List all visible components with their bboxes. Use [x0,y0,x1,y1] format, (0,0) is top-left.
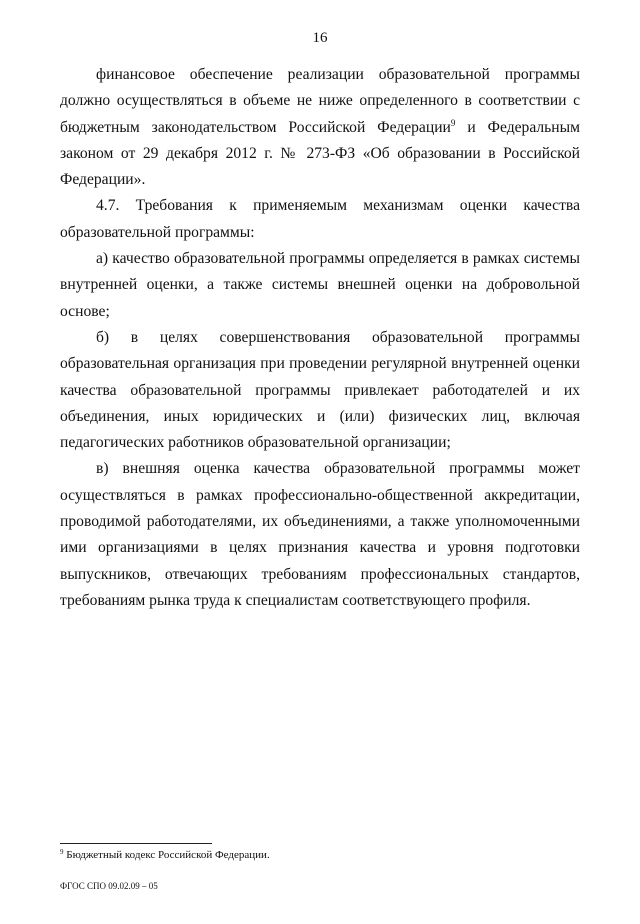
footnote-divider [60,843,212,844]
paragraph-section-4-7: 4.7. Требования к применяемым механизмам оценки качества образовательной программы: [60,197,580,241]
document-code: ФГОС СПО 09.02.09 – 05 [60,881,158,891]
paragraph-financing [60,62,580,193]
page-number: 16 [312,30,328,46]
paragraph-financing-text: финансовое обеспечение реализации образовательной программы должно осуществляться в объеме не ниже определенного в соответствии с бюджетным законодательством Российской Федерации [60,66,580,136]
document-body [60,62,580,614]
paragraph-financing-text-continued: и Федеральным законом от 29 декабря 2012 г. № 273-ФЗ «Об образовании в Российской Федерации». [60,118,580,189]
paragraph-item-v: в) внешняя оценка качества образовательной программы может осуществляться в рамках профессионально-общественной аккредитации, проводимой работодателями, их объединениями, а также уполномоченными ими организациями в целях признания качества и уровня подготовки выпускников, отвечающих требованиям профессиональных стандартов, требованиям рынка труда к специалистам соответствующего профиля. [60,460,580,609]
footnote-number: 9 [60,848,64,856]
paragraph-item-b: б) в целях совершенствования образовательной программы образовательная организация при проведении регулярной внутренней оценки качества образовательной программы привлекает работодателей и их объединения, иных юридических и (или) физических лиц, включая педагогических работников образовательной организации; [60,328,580,452]
footnote-text: Бюджетный кодекс Российской Федерации. [63,849,270,861]
paragraph-item-a: а) качество образовательной программы определяется в рамках системы внутренней оценки, а также системы внешней оценки на добровольной основе; [60,250,580,320]
footnote-reference[interactable]: 9 [450,117,456,128]
footnote [60,848,580,862]
